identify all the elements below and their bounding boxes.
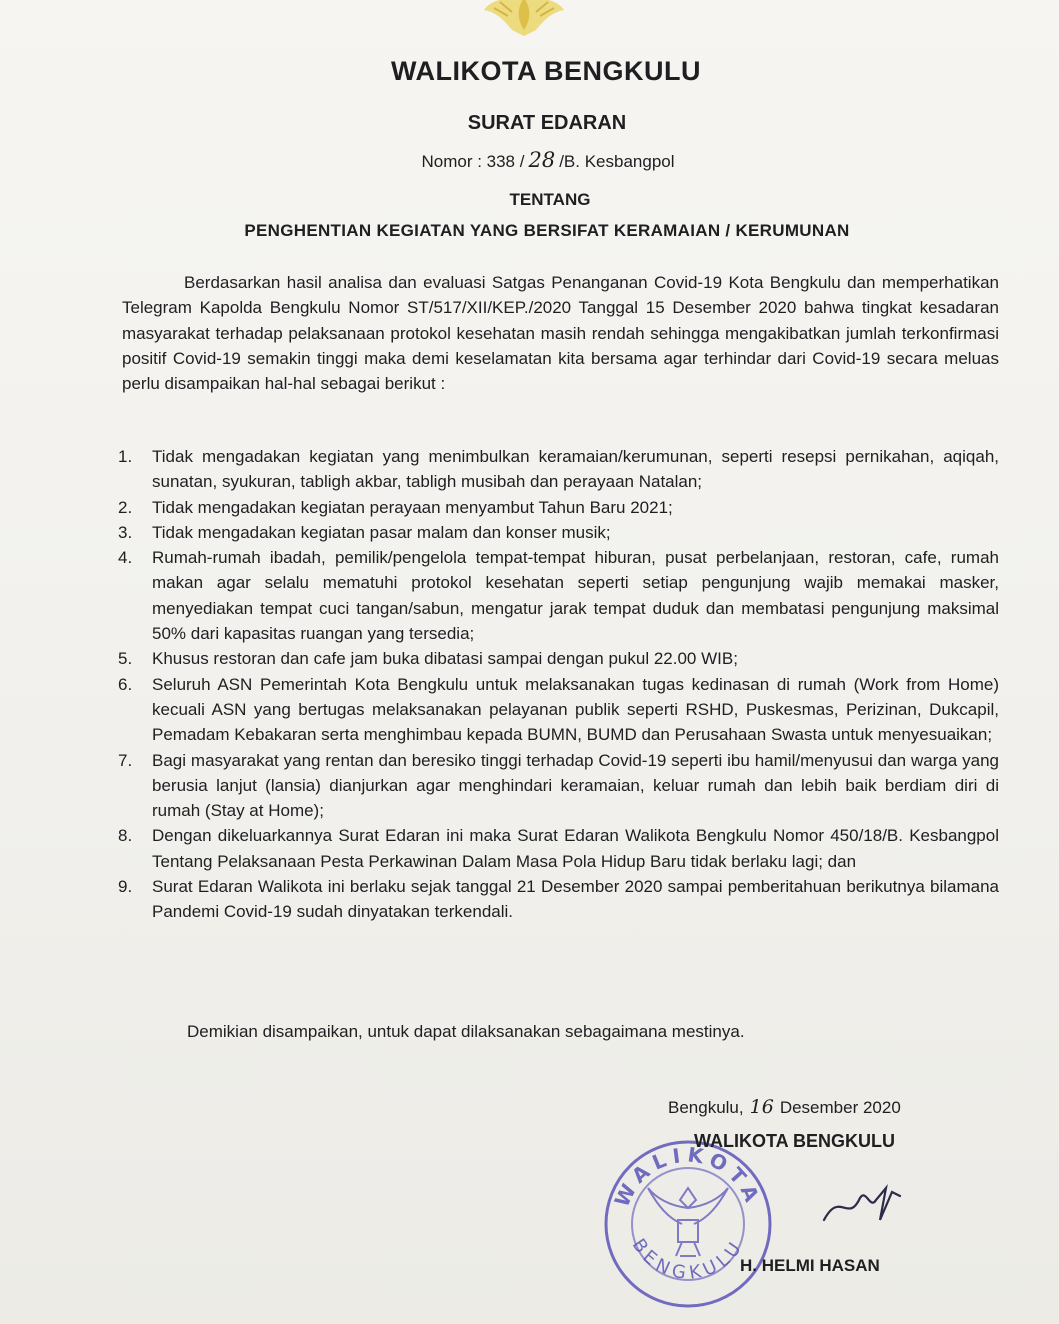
garuda-emblem-icon [478,0,570,38]
list-item [118,545,999,646]
day-handwritten: 16 [749,1096,774,1118]
list-item-number: 2. [118,497,133,517]
list-item-text: Khusus restoran dan cafe jam buka dibatasi sampai dengan pukul 22.00 WIB; [152,649,738,669]
list-item-number: 7. [118,750,133,770]
stamp-bottom-text: BENGKULU [627,1234,749,1285]
closing-sentence: Demikian disampaikan, untuk dapat dilaksanakan sebagaimana mestinya. [187,1022,745,1041]
list-item-number: 6. [118,674,133,694]
list-item [118,646,999,671]
list-item-number: 9. [118,877,133,897]
list-item-number: 5. [118,649,133,669]
letter-title: WALIKOTA BENGKULU [391,56,701,86]
list-item-number: 4. [118,548,133,568]
list-item-number: 3. [118,522,133,542]
month-year: Desember 2020 [779,1098,901,1117]
signatory-name: H. HELMI HASAN [740,1256,880,1275]
opening-paragraph-block [122,270,999,396]
place-label: Bengkulu, [668,1098,744,1117]
list-item-number: 8. [118,826,133,846]
list-item [118,495,999,520]
list-item [118,444,999,495]
letter-number-prefix: Nomor : 338 / [421,152,525,171]
list-item-text: Dengan dikeluarkannya Surat Edaran ini maka Surat Edaran Walikota Bengkulu Nomor 450/18/B. Kesbangpol Tentang Pelaksanaan Pesta Perkawinan Dalam Masa Pola Hidup Baru tidak berlaku lagi; dan [152,826,999,871]
list-item-number: 1. [118,447,133,466]
list-item [118,823,999,874]
directive-list [118,444,999,925]
list-item-text: Seluruh ASN Pemerintah Kota Bengkulu untuk melaksanakan tugas kedinasan di rumah (Work from Home) kecuali ASN yang bertugas melaksanakan pelayanan publik seperti RSHD, Puskesmas, Perizinan, Dukcapil, Pemadam Kebakaran serta menghimbau kepada BUMN, BUMD dan Perusahaan Swasta untuk menyesuaikan; [152,674,999,745]
list-item-text: Tidak mengadakan kegiatan pasar malam dan konser musik; [152,522,611,542]
place-date [668,1096,901,1118]
list-item [118,874,999,925]
list-item [118,520,999,545]
letter-subtitle: SURAT EDARAN [467,112,627,134]
svg-text:WALIKOTA [609,1142,766,1210]
list-item [118,672,999,748]
stamp-top-text: WALIKOTA [609,1142,767,1211]
list-item-text: Surat Edaran Walikota ini berlaku sejak tanggal 21 Desember 2020 sampai pemberitahuan berikutnya bilamana Pandemi Covid-19 sudah dinyatakan terkendali. [152,877,999,922]
handwritten-signature-icon [820,1180,910,1240]
letter-number-suffix: /B. Kesbangpol [559,152,675,171]
list-item-text: Bagi masyarakat yang rentan dan beresiko tinggi terhadap Covid-19 seperti ibu hamil/menyusui dan warga yang berusia lanjut (lansia) dianjurkan agar menghindari keramaian, keluar rumah dan lebih baik berdiam diri di rumah (Stay at Home); [152,750,999,821]
list-item-text: Tidak mengadakan kegiatan perayaan menyambut Tahun Baru 2021; [152,497,673,517]
list-item-text: Rumah-rumah ibadah, pemilik/pengelola tempat-tempat hiburan, pusat perbelanjaan, restoran, cafe, rumah makan agar selalu mematuhi protokol kesehatan seperti setiap pengunjung wajib memakai masker, menyediakan tempat cuci tangan/sabun, mengatur jarak tempat duduk dan membatasi pengunjung maksimal 50% dari kapasitas ruangan yang tersedia; [152,548,999,644]
opening-paragraph: Berdasarkan hasil analisa dan evaluasi Satgas Penanganan Covid-19 Kota Bengkulu dan memperhatikan Telegram Kapolda Bengkulu Nomor ST/517/XII/KEP./2020 Tanggal 15 Desember 2020 bahwa tingkat kesadaran masyarakat terhadap pelaksanaan protokol kesehatan masih rendah sehingga mengakibatkan jumlah terkonfirmasi positif Covid-19 semakin tinggi maka demi keselamatan kita bersama agar terhindar dari Covid-19 secara meluas perlu disampaikan hal-hal sebagai berikut : [122,273,999,394]
about-heading: TENTANG [509,190,591,209]
list-item-text: Tidak mengadakan kegiatan yang menimbulkan keramaian/kerumunan, seperti resepsi pernikahan, aqiqah, sunatan, syukuran, tabligh akbar, tabligh musibah dan perayaan Natalan; [152,447,999,492]
list-item [118,748,999,824]
letter-number [0,148,1059,172]
official-stamp-icon [598,1128,778,1308]
subject-heading: PENGHENTIAN KEGIATAN YANG BERSIFAT KERAMAIAN / KERUMUNAN [244,221,850,240]
signatory-title: WALIKOTA BENGKULU [694,1131,895,1151]
letter-number-handwritten: 28 [528,148,556,172]
